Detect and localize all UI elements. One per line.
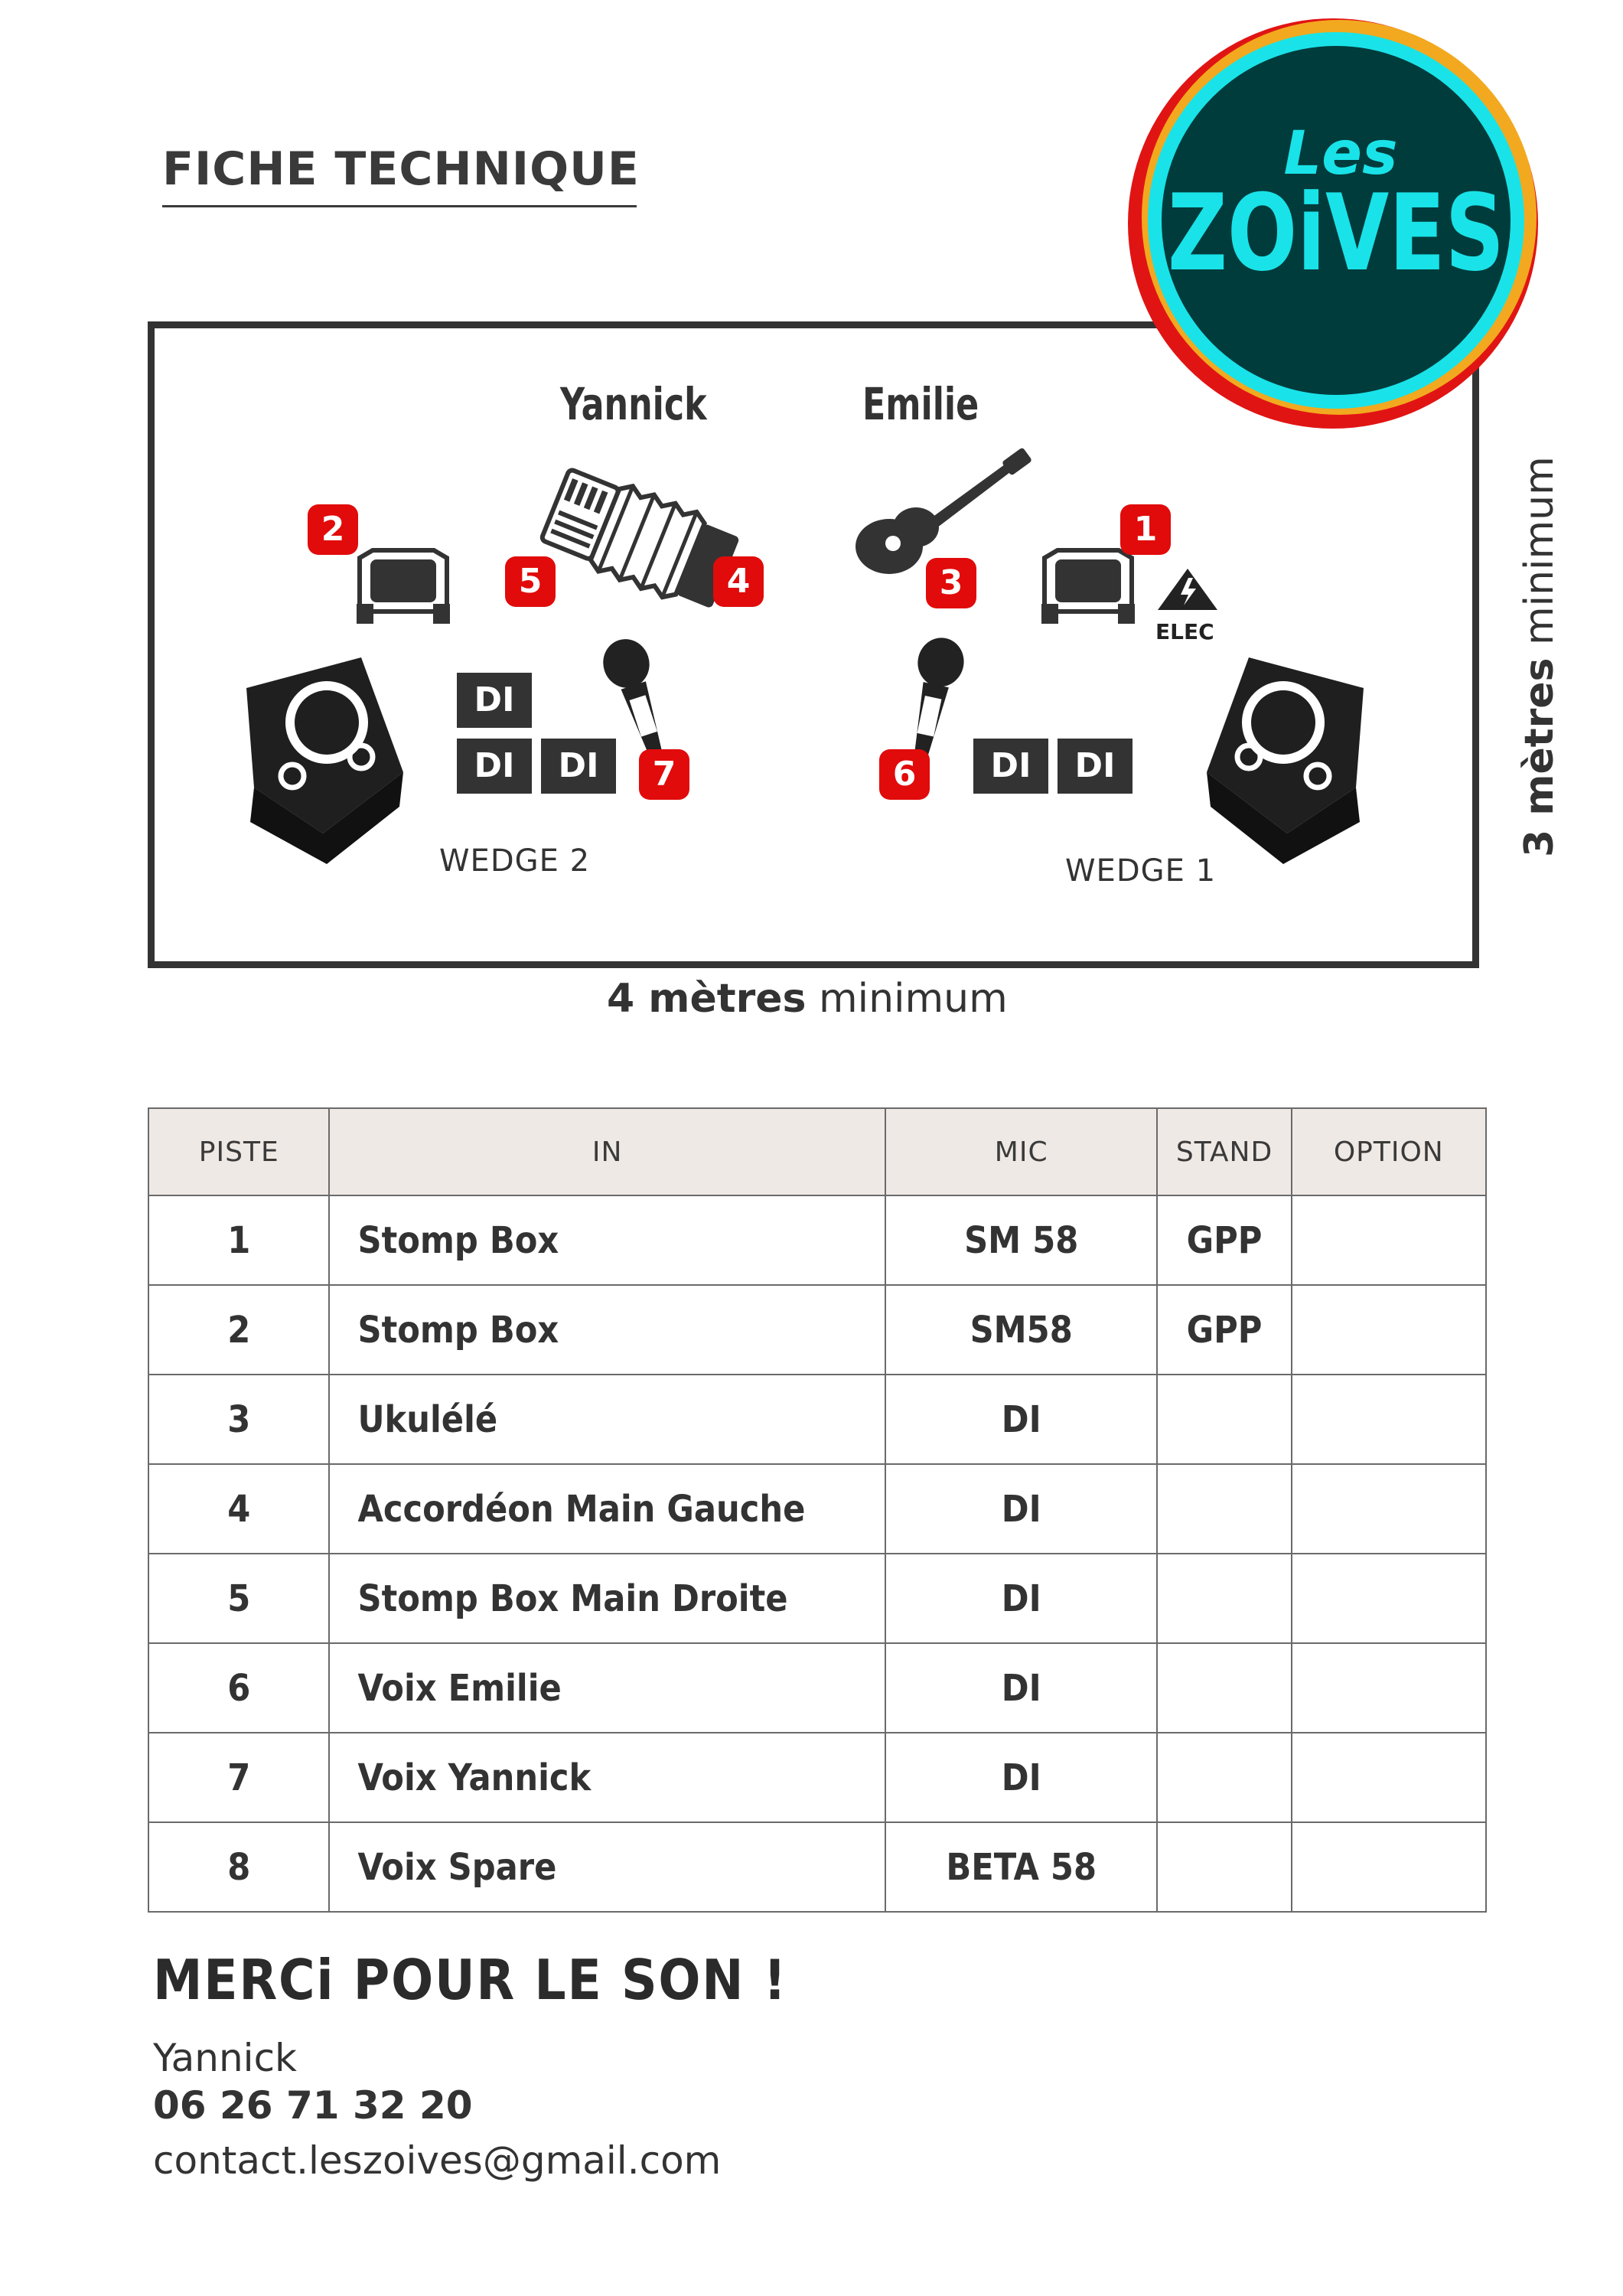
table-row xyxy=(148,1285,1486,1375)
stomp-box-icon xyxy=(354,535,453,627)
cell-in: Voix Spare xyxy=(329,1822,885,1912)
column-header-piste: PISTE xyxy=(148,1108,329,1195)
cell-piste: 5 xyxy=(148,1554,329,1643)
cell-mic: DI xyxy=(885,1464,1158,1554)
cell-piste: 2 xyxy=(148,1285,329,1375)
table-row xyxy=(148,1195,1486,1285)
stage-depth-dimension xyxy=(1517,456,1563,857)
cell-mic: BETA 58 xyxy=(885,1822,1158,1912)
cell-mic: SM 58 xyxy=(885,1195,1158,1285)
cell-piste: 8 xyxy=(148,1822,329,1912)
wedge-monitor-icon xyxy=(1195,642,1371,872)
cell-stand xyxy=(1157,1822,1291,1912)
cell-stand xyxy=(1157,1733,1291,1822)
cell-option xyxy=(1292,1375,1486,1464)
di-box: DI xyxy=(1058,739,1133,794)
cell-stand xyxy=(1157,1375,1291,1464)
depth-suffix: minimum xyxy=(1517,456,1563,658)
cell-piste: 6 xyxy=(148,1643,329,1733)
cell-option xyxy=(1292,1195,1486,1285)
cell-mic: DI xyxy=(885,1733,1158,1822)
di-box: DI xyxy=(973,739,1048,794)
cell-piste: 1 xyxy=(148,1195,329,1285)
table-header-row xyxy=(148,1108,1486,1195)
column-header-option: OPTION xyxy=(1292,1108,1486,1195)
accordion-icon xyxy=(541,470,740,608)
cell-in: Accordéon Main Gauche xyxy=(329,1464,885,1554)
track-badge-2: 2 xyxy=(308,504,358,555)
musician-name-yannick: Yannick xyxy=(560,378,707,430)
cell-mic: DI xyxy=(885,1554,1158,1643)
patch-list-table xyxy=(148,1107,1487,1913)
cell-in: Stomp Box xyxy=(329,1285,885,1375)
cell-piste: 4 xyxy=(148,1464,329,1554)
width-value: 4 mètres xyxy=(607,976,807,1022)
cell-option xyxy=(1292,1643,1486,1733)
elec-label: ELEC xyxy=(1155,619,1214,644)
les-zoives-logo xyxy=(1126,17,1540,430)
cell-piste: 3 xyxy=(148,1375,329,1464)
column-header-mic: MIC xyxy=(885,1108,1158,1195)
track-badge-4: 4 xyxy=(713,556,764,607)
cell-stand: GPP xyxy=(1157,1285,1291,1375)
contact-email-link[interactable]: contact.leszoives@gmail.com xyxy=(153,2138,722,2183)
title-underline xyxy=(162,205,637,207)
table-row xyxy=(148,1643,1486,1733)
contact-phone[interactable]: 06 26 71 32 20 xyxy=(153,2083,473,2128)
track-badge-5: 5 xyxy=(505,556,556,607)
wedge-2-label: WEDGE 2 xyxy=(439,843,591,879)
track-badge-6: 6 xyxy=(879,749,930,800)
table-row xyxy=(148,1554,1486,1643)
cell-in: Stomp Box xyxy=(329,1195,885,1285)
cell-stand xyxy=(1157,1643,1291,1733)
table-row xyxy=(148,1733,1486,1822)
contact-name: Yannick xyxy=(153,2036,298,2080)
track-badge-1: 1 xyxy=(1120,504,1171,555)
wedge-1-label: WEDGE 1 xyxy=(1065,853,1217,889)
track-badge-7: 7 xyxy=(639,749,689,800)
wedge-monitor-icon xyxy=(239,642,415,872)
table-row xyxy=(148,1464,1486,1554)
cell-option xyxy=(1292,1464,1486,1554)
cell-in: Ukulélé xyxy=(329,1375,885,1464)
di-box: DI xyxy=(457,739,532,794)
cell-option xyxy=(1292,1554,1486,1643)
table-row xyxy=(148,1822,1486,1912)
cell-option xyxy=(1292,1733,1486,1822)
thanks-heading: MERCi POUR LE SON ! xyxy=(153,1948,788,2012)
di-box: DI xyxy=(457,673,532,728)
cell-stand xyxy=(1157,1464,1291,1554)
musician-name-emilie: Emilie xyxy=(862,378,979,430)
stage-width-dimension xyxy=(607,976,1008,1022)
table-row xyxy=(148,1375,1486,1464)
cell-option xyxy=(1292,1822,1486,1912)
page-title: FICHE TECHNIQUE xyxy=(162,142,640,196)
track-badge-3: 3 xyxy=(926,558,976,608)
cell-in: Voix Yannick xyxy=(329,1733,885,1822)
depth-value: 3 mètres xyxy=(1517,657,1563,857)
cell-stand xyxy=(1157,1554,1291,1643)
cell-in: Stomp Box Main Droite xyxy=(329,1554,885,1643)
logo-text-zoives: ZOiVES xyxy=(1168,171,1504,295)
width-suffix: minimum xyxy=(806,976,1008,1022)
cell-stand: GPP xyxy=(1157,1195,1291,1285)
cell-in: Voix Emilie xyxy=(329,1643,885,1733)
cell-mic: DI xyxy=(885,1375,1158,1464)
logo-text-les: Les xyxy=(1283,119,1398,188)
cell-mic: DI xyxy=(885,1643,1158,1733)
column-header-in: IN xyxy=(329,1108,885,1195)
cell-option xyxy=(1292,1285,1486,1375)
di-box: DI xyxy=(541,739,616,794)
cell-piste: 7 xyxy=(148,1733,329,1822)
column-header-stand: STAND xyxy=(1157,1108,1291,1195)
cell-mic: SM58 xyxy=(885,1285,1158,1375)
